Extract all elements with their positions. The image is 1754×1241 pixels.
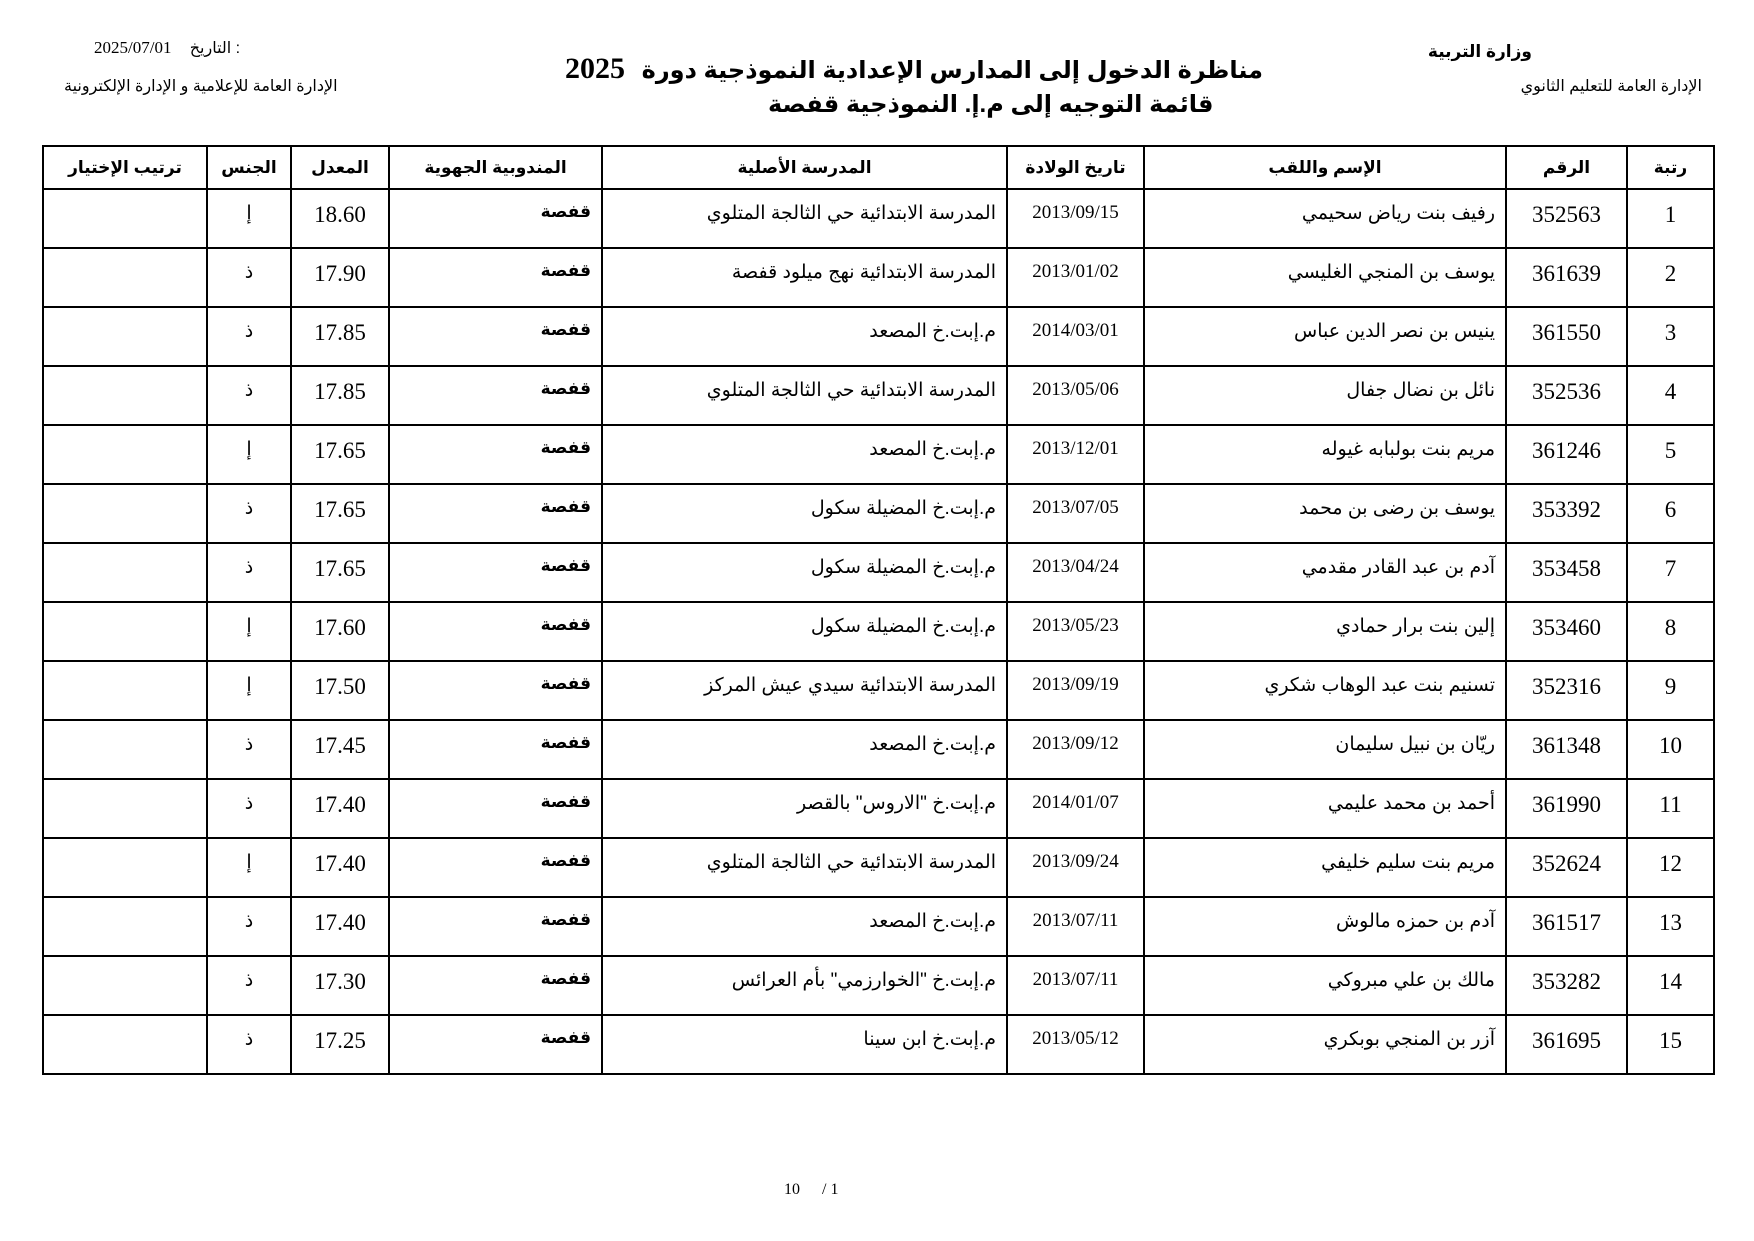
table-body — [43, 189, 1714, 1074]
cell-average: 17.65 — [291, 543, 389, 602]
table-row — [43, 779, 1714, 838]
cell-school: م.إبت.خ المضيلة سكول — [602, 602, 1007, 661]
col-header-name: الإسم واللقب — [1144, 146, 1506, 189]
cell-average: 17.50 — [291, 661, 389, 720]
cell-preference — [43, 248, 207, 307]
cell-name: آدم بن حمزه مالوش — [1144, 897, 1506, 956]
date-value: 2025/07/01 — [94, 38, 172, 57]
cell-preference — [43, 189, 207, 248]
cell-average: 17.85 — [291, 366, 389, 425]
cell-average: 17.45 — [291, 720, 389, 779]
cell-sex: ذ — [207, 897, 291, 956]
cell-number: 352624 — [1506, 838, 1627, 897]
cell-dob: 2013/04/24 — [1007, 543, 1144, 602]
cell-number: 352563 — [1506, 189, 1627, 248]
table-row — [43, 189, 1714, 248]
cell-region: قفصة — [389, 425, 602, 484]
cell-name: تسنيم بنت عبد الوهاب شكري — [1144, 661, 1506, 720]
page-total: 10 — [784, 1181, 800, 1198]
cell-rank: 5 — [1627, 425, 1714, 484]
cell-region: قفصة — [389, 248, 602, 307]
cell-name: مريم بنت سليم خليفي — [1144, 838, 1506, 897]
cell-preference — [43, 366, 207, 425]
cell-dob: 2013/09/24 — [1007, 838, 1144, 897]
cell-dob: 2013/07/11 — [1007, 956, 1144, 1015]
cell-number: 361695 — [1506, 1015, 1627, 1074]
cell-number: 352536 — [1506, 366, 1627, 425]
cell-dob: 2013/01/02 — [1007, 248, 1144, 307]
cell-region: قفصة — [389, 602, 602, 661]
cell-sex: إ — [207, 425, 291, 484]
cell-school: م.إبت.خ المضيلة سكول — [602, 484, 1007, 543]
cell-sex: ذ — [207, 1015, 291, 1074]
table-row — [43, 1015, 1714, 1074]
cell-average: 17.65 — [291, 425, 389, 484]
cell-sex: ذ — [207, 956, 291, 1015]
page-number — [784, 1181, 838, 1199]
cell-region: قفصة — [389, 1015, 602, 1074]
directorate-name: الإدارة العامة للإعلامية و الإدارة الإلكترونية — [64, 78, 338, 95]
cell-preference — [43, 779, 207, 838]
cell-name: إلين بنت برار حمادي — [1144, 602, 1506, 661]
cell-school: م.إبت.خ المصعد — [602, 897, 1007, 956]
cell-school: م.إبت.خ "الخوارزمي" بأم العرائس — [602, 956, 1007, 1015]
cell-school: م.إبت.خ المصعد — [602, 720, 1007, 779]
department-name: الإدارة العامة للتعليم الثانوي — [1520, 78, 1702, 95]
cell-number: 353392 — [1506, 484, 1627, 543]
cell-name: مريم بنت بولبابه غيوله — [1144, 425, 1506, 484]
cell-dob: 2013/05/23 — [1007, 602, 1144, 661]
cell-name: نائل بن نضال جفال — [1144, 366, 1506, 425]
cell-sex: إ — [207, 661, 291, 720]
cell-sex: إ — [207, 189, 291, 248]
cell-school: المدرسة الابتدائية سيدي عيش المركز — [602, 661, 1007, 720]
cell-average: 17.65 — [291, 484, 389, 543]
cell-rank: 4 — [1627, 366, 1714, 425]
cell-preference — [43, 720, 207, 779]
cell-sex: إ — [207, 838, 291, 897]
cell-dob: 2013/09/15 — [1007, 189, 1144, 248]
table-row — [43, 897, 1714, 956]
cell-school: المدرسة الابتدائية حي الثالجة المتلوي — [602, 366, 1007, 425]
document-title — [565, 52, 1263, 86]
col-header-sex: الجنس — [207, 146, 291, 189]
cell-dob: 2013/07/11 — [1007, 897, 1144, 956]
cell-rank: 8 — [1627, 602, 1714, 661]
cell-number: 352316 — [1506, 661, 1627, 720]
table-row — [43, 307, 1714, 366]
cell-region: قفصة — [389, 838, 602, 897]
cell-name: يوسف بن المنجي الغليسي — [1144, 248, 1506, 307]
cell-region: قفصة — [389, 189, 602, 248]
cell-average: 17.30 — [291, 956, 389, 1015]
cell-sex: ذ — [207, 484, 291, 543]
cell-number: 361246 — [1506, 425, 1627, 484]
table-row — [43, 484, 1714, 543]
cell-name: ريّان بن نبيل سليمان — [1144, 720, 1506, 779]
col-header-dob: تاريخ الولادة — [1007, 146, 1144, 189]
cell-average: 17.25 — [291, 1015, 389, 1074]
col-header-rank: رتبة — [1627, 146, 1714, 189]
cell-school: م.إبت.خ ابن سينا — [602, 1015, 1007, 1074]
cell-average: 17.40 — [291, 838, 389, 897]
cell-number: 353458 — [1506, 543, 1627, 602]
cell-region: قفصة — [389, 897, 602, 956]
date-label: التاريخ : — [189, 40, 241, 57]
cell-dob: 2013/07/05 — [1007, 484, 1144, 543]
cell-school: المدرسة الابتدائية حي الثالجة المتلوي — [602, 838, 1007, 897]
cell-dob: 2014/01/07 — [1007, 779, 1144, 838]
cell-name: آدم بن عبد القادر مقدمي — [1144, 543, 1506, 602]
cell-dob: 2013/05/06 — [1007, 366, 1144, 425]
cell-number: 361550 — [1506, 307, 1627, 366]
title-text: مناظرة الدخول إلى المدارس الإعدادية النموذجية دورة — [641, 57, 1264, 84]
title-year: 2025 — [565, 52, 625, 85]
cell-region: قفصة — [389, 779, 602, 838]
cell-school: م.إبت.خ المضيلة سكول — [602, 543, 1007, 602]
cell-region: قفصة — [389, 366, 602, 425]
cell-dob: 2013/09/19 — [1007, 661, 1144, 720]
cell-name: أحمد بن محمد عليمي — [1144, 779, 1506, 838]
document-subtitle: قائمة التوجيه إلى م.إ. النموذجية قفصة — [768, 91, 1214, 118]
cell-sex: إ — [207, 602, 291, 661]
cell-region: قفصة — [389, 720, 602, 779]
cell-number: 361639 — [1506, 248, 1627, 307]
cell-number: 353460 — [1506, 602, 1627, 661]
cell-rank: 9 — [1627, 661, 1714, 720]
ministry-name: وزارة التربية — [1427, 42, 1532, 61]
col-header-number: الرقم — [1506, 146, 1627, 189]
cell-name: مالك بن علي مبروكي — [1144, 956, 1506, 1015]
cell-average: 17.60 — [291, 602, 389, 661]
cell-region: قفصة — [389, 484, 602, 543]
cell-rank: 11 — [1627, 779, 1714, 838]
table-row — [43, 248, 1714, 307]
table-row — [43, 661, 1714, 720]
cell-region: قفصة — [389, 307, 602, 366]
cell-sex: ذ — [207, 720, 291, 779]
table-row — [43, 602, 1714, 661]
cell-preference — [43, 484, 207, 543]
cell-school: المدرسة الابتدائية نهج ميلود قفصة — [602, 248, 1007, 307]
cell-preference — [43, 425, 207, 484]
cell-rank: 15 — [1627, 1015, 1714, 1074]
table-row — [43, 366, 1714, 425]
cell-number: 361517 — [1506, 897, 1627, 956]
cell-preference — [43, 307, 207, 366]
cell-number: 353282 — [1506, 956, 1627, 1015]
cell-school: م.إبت.خ المصعد — [602, 425, 1007, 484]
cell-preference — [43, 1015, 207, 1074]
col-header-preference: ترتيب الإختيار — [43, 146, 207, 189]
cell-dob: 2013/09/12 — [1007, 720, 1144, 779]
cell-dob: 2013/12/01 — [1007, 425, 1144, 484]
cell-preference — [43, 838, 207, 897]
cell-average: 17.40 — [291, 779, 389, 838]
col-header-region: المندوبية الجهوية — [389, 146, 602, 189]
cell-sex: ذ — [207, 779, 291, 838]
table-row — [43, 543, 1714, 602]
table-header-row — [43, 146, 1714, 189]
table-row — [43, 838, 1714, 897]
cell-dob: 2014/03/01 — [1007, 307, 1144, 366]
cell-name: رفيف بنت رياض سحيمي — [1144, 189, 1506, 248]
cell-number: 361348 — [1506, 720, 1627, 779]
cell-rank: 2 — [1627, 248, 1714, 307]
cell-school: م.إبت.خ المصعد — [602, 307, 1007, 366]
cell-school: م.إبت.خ "الاروس" بالقصر — [602, 779, 1007, 838]
cell-region: قفصة — [389, 956, 602, 1015]
cell-name: آزر بن المنجي بوبكري — [1144, 1015, 1506, 1074]
cell-average: 17.40 — [291, 897, 389, 956]
cell-preference — [43, 661, 207, 720]
cell-number: 361990 — [1506, 779, 1627, 838]
cell-rank: 13 — [1627, 897, 1714, 956]
cell-sex: ذ — [207, 366, 291, 425]
cell-region: قفصة — [389, 543, 602, 602]
cell-preference — [43, 543, 207, 602]
cell-average: 18.60 — [291, 189, 389, 248]
cell-rank: 10 — [1627, 720, 1714, 779]
cell-name: يوسف بن رضى بن محمد — [1144, 484, 1506, 543]
table-row — [43, 720, 1714, 779]
cell-region: قفصة — [389, 661, 602, 720]
cell-average: 17.85 — [291, 307, 389, 366]
cell-school: المدرسة الابتدائية حي الثالجة المتلوي — [602, 189, 1007, 248]
cell-sex: ذ — [207, 307, 291, 366]
cell-rank: 7 — [1627, 543, 1714, 602]
cell-rank: 1 — [1627, 189, 1714, 248]
table-row — [43, 956, 1714, 1015]
cell-name: ينيس بن نصر الدين عباس — [1144, 307, 1506, 366]
cell-rank: 14 — [1627, 956, 1714, 1015]
results-table — [42, 145, 1715, 1075]
cell-dob: 2013/05/12 — [1007, 1015, 1144, 1074]
col-header-school: المدرسة الأصلية — [602, 146, 1007, 189]
cell-rank: 12 — [1627, 838, 1714, 897]
cell-sex: ذ — [207, 543, 291, 602]
cell-sex: ذ — [207, 248, 291, 307]
cell-rank: 3 — [1627, 307, 1714, 366]
col-header-average: المعدل — [291, 146, 389, 189]
table-row — [43, 425, 1714, 484]
cell-preference — [43, 602, 207, 661]
cell-preference — [43, 956, 207, 1015]
page-separator: / — [822, 1181, 827, 1198]
cell-preference — [43, 897, 207, 956]
cell-average: 17.90 — [291, 248, 389, 307]
page-current: 1 — [830, 1181, 839, 1198]
cell-rank: 6 — [1627, 484, 1714, 543]
date-line — [94, 38, 240, 58]
